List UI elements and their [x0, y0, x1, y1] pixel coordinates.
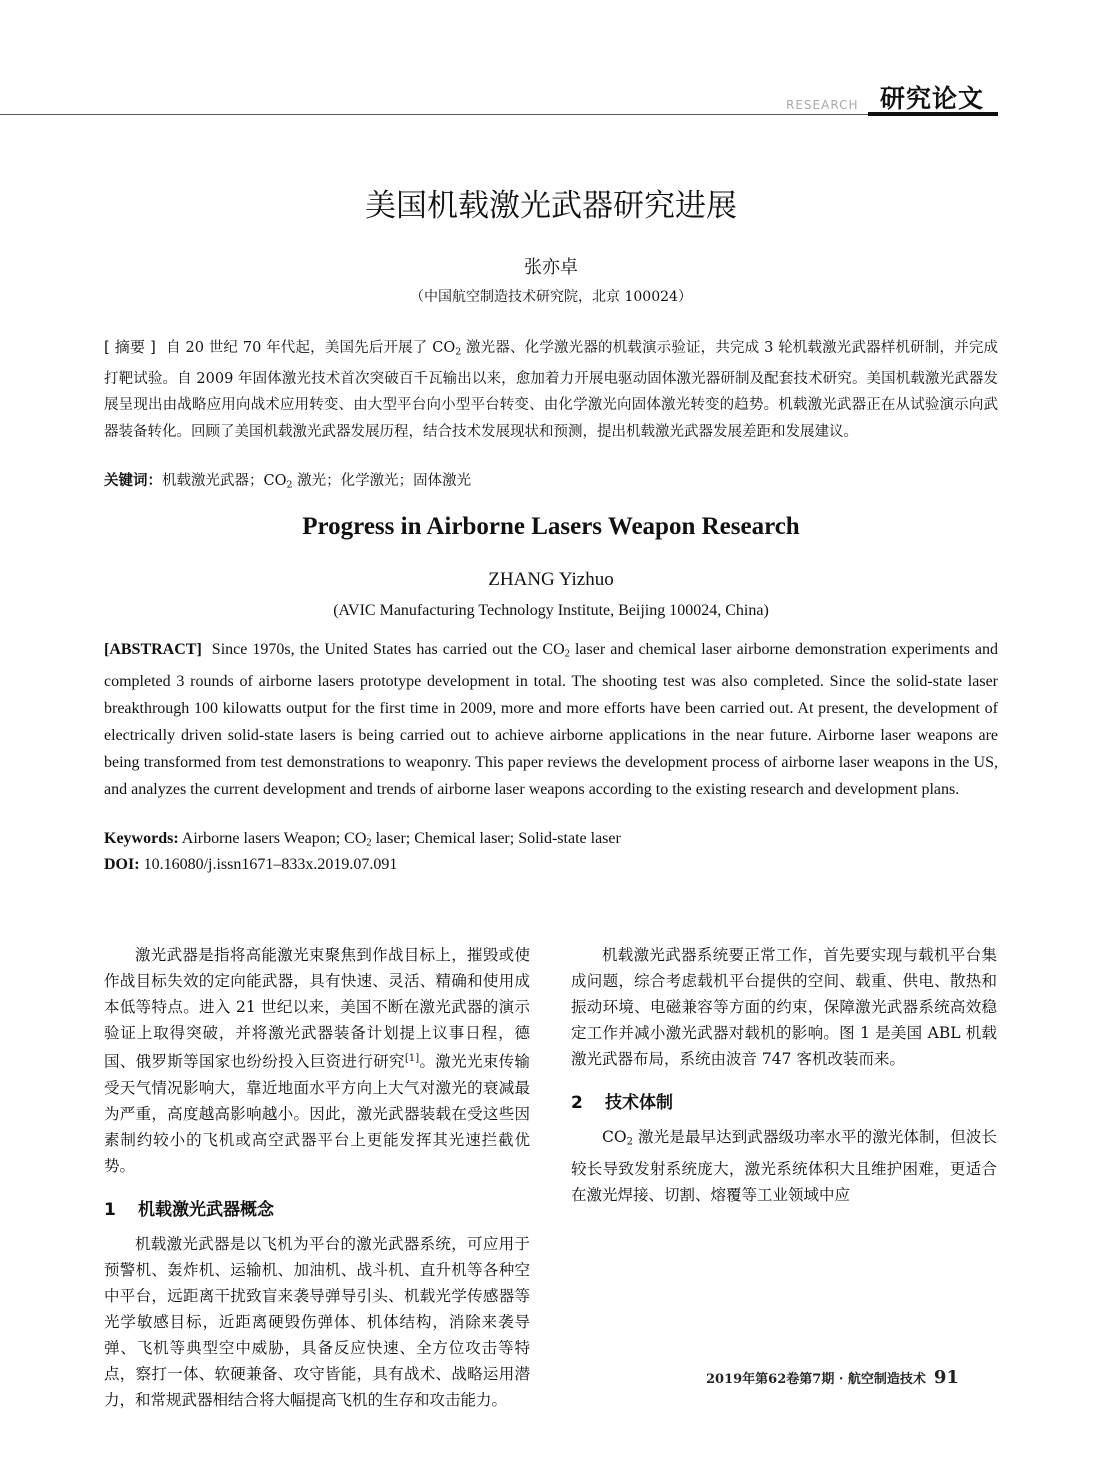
- affiliation-en: (AVIC Manufacturing Technology Institute, Beijing 100024, China): [333, 602, 769, 619]
- section-1-heading: [104, 1197, 530, 1223]
- doi-value: 10.16080/j.issn1671–833x.2019.07.091: [139, 856, 398, 873]
- header-research-label: RESEARCH: [786, 98, 859, 112]
- section-1-number: 1: [104, 1199, 116, 1220]
- section-2-paragraph-1: [571, 1124, 997, 1208]
- keywords-en-subscript: 2: [366, 837, 372, 849]
- keywords-zh-subscript: 2: [286, 479, 293, 491]
- intro-paragraph: [104, 942, 530, 1179]
- section-1-paragraph-1: 机载激光武器是以飞机为平台的激光武器系统，可应用于预警机、轰炸机、运输机、加油机、战斗机、直升机等各种空中平台，远距离干扰致盲来袭导弹导引头、机载光学传感器等光学敏感目标，近距离硬毁伤弹体、机体结构，消除来袭导弹、飞机等典型空中威胁，具备反应快速、全方位攻击等特点，察打一体、软硬兼备、攻守皆能，具有战术、战略运用潜力，和常规武器相结合将大幅提高飞机的生存和攻击能力。: [104, 1234, 530, 1409]
- abstract-zh-label: [ 摘要 ]: [104, 338, 156, 356]
- keywords-en-text-2: laser; Chemical laser; Solid-state laser: [371, 830, 621, 847]
- abstract-en-text-1: Since 1970s, the United States has carried out the CO: [211, 641, 565, 658]
- section-2-number: 2: [571, 1093, 583, 1113]
- page-footer: [706, 1367, 959, 1388]
- abstract-en-text-2: laser and chemical laser airborne demonstration experiments and completed 3 rounds of airborne lasers prototype development in total. The shooting test was also completed. Since the solid-state laser breakthrough 100 kilowatts output for the first time in 2009, more and more efforts have been carried out. At present, the development of electrically driven solid-state lasers is being carried out to achieve airborne applications in the near future. Airborne laser weapons are being transformed from test demonstrations to weaponry. This paper reviews the development process of airborne laser weapons in the US, and analyzes the current development and trends of airborne laser weapons according to the existing research and development plans.: [104, 641, 999, 798]
- section-1-title: 机载激光武器概念: [138, 1199, 274, 1220]
- keywords-zh-label: 关键词：: [104, 473, 162, 489]
- author-en: ZHANG Yizhuo: [488, 569, 614, 590]
- affiliation-zh: （中国航空制造技术研究院，北京 100024）: [410, 289, 692, 305]
- keywords-en-text-1: Airborne lasers Weapon; CO: [178, 830, 367, 847]
- abstract-zh-text-1: 自 20 世纪 70 年代起，美国先后开展了 CO: [165, 340, 456, 356]
- abstract-zh-text-2: 激光器、化学激光器的机载演示验证，共完成 3 轮机载激光武器样机研制，并完成打靶试验。自 2009 年固体激光技术首次突破百千瓦输出以来，愈加着力开展电驱动固体激光器研制及配套技术研究。美国机载激光武器发展呈现出由战略应用向战术应用转变、由大型平台向小型平台转变、由化学激光向固体激光转变的趋势。机载激光武器正在从试验演示向武器装备转化。回顾了美国机载激光武器发展历程，结合技术发展现状和预测，提出机载激光武器发展差距和发展建议。: [104, 340, 998, 440]
- abstract-en: [104, 636, 998, 803]
- citation-ref: [1]: [404, 1053, 420, 1064]
- header-section-label: 研究论文: [880, 84, 985, 113]
- section-1-paragraph-2: 机载激光武器系统要正常工作，首先要实现与载机平台集成问题，综合考虑载机平台提供的空间、载重、供电、散热和振动环境、电磁兼容等方面的约束，保障激光武器系统高效稳定工作并减小激光武器对载机的影响。图 1 是美国 ABL 机载激光武器布局，系统由波音 747 客机改装而来。: [571, 946, 997, 1068]
- title-zh: 美国机载激光武器研究进展: [365, 188, 737, 224]
- keywords-zh-text-1: 机载激光武器；CO: [162, 473, 287, 489]
- page-number: 91: [933, 1367, 959, 1388]
- intro-text-2: 。激光光束传输受天气情况影响大，靠近地面水平方向上大气对激光的衰减最为严重，高度越高影响越小。因此，激光武器装载在受这些因素制约较小的飞机或高空武器平台上更能发挥其光速拦截优势。: [104, 1052, 530, 1175]
- body-column-right: [571, 942, 997, 1208]
- keywords-zh: [104, 468, 998, 498]
- section-2-text-2: 激光是最早达到武器级功率水平的激光体制，但波长较长导致发射系统庞大，激光系统体积大且维护困难，更适合在激光焊接、切割、熔覆等工业领域中应: [571, 1128, 997, 1204]
- header-rule: [0, 114, 998, 115]
- doi-label: DOI:: [104, 856, 140, 873]
- footer-journal: 2019年第62卷第7期 · 航空制造技术: [706, 1372, 926, 1387]
- doi: [104, 852, 998, 878]
- abstract-en-label: [ABSTRACT]: [104, 641, 202, 658]
- abstract-zh-subscript: 2: [455, 346, 462, 358]
- title-en: Progress in Airborne Lasers Weapon Research: [302, 513, 800, 540]
- section-2-heading: [571, 1090, 997, 1116]
- intro-text-1: 激光武器是指将高能激光束聚焦到作战目标上，摧毁或使作战目标失效的定向能武器，具有快速、灵活、精确和使用成本低等特点。进入 21 世纪以来，美国不断在激光武器的演示验证上取得突破，并将激光武器装备计划提上议事日程，德国、俄罗斯等国家也纷纷投入巨资进行研究: [104, 946, 530, 1071]
- author-zh: 张亦卓: [524, 257, 578, 278]
- keywords-zh-text-2: 激光；化学激光；固体激光: [292, 473, 472, 489]
- section-2-subscript: 2: [626, 1136, 633, 1148]
- abstract-zh: [104, 334, 998, 445]
- body-column-left: [104, 942, 530, 1413]
- abstract-en-subscript: 2: [564, 648, 570, 660]
- section-2-text-1: CO: [602, 1128, 627, 1146]
- keywords-en-label: Keywords:: [104, 830, 179, 847]
- section-2-title: 技术体制: [605, 1093, 673, 1113]
